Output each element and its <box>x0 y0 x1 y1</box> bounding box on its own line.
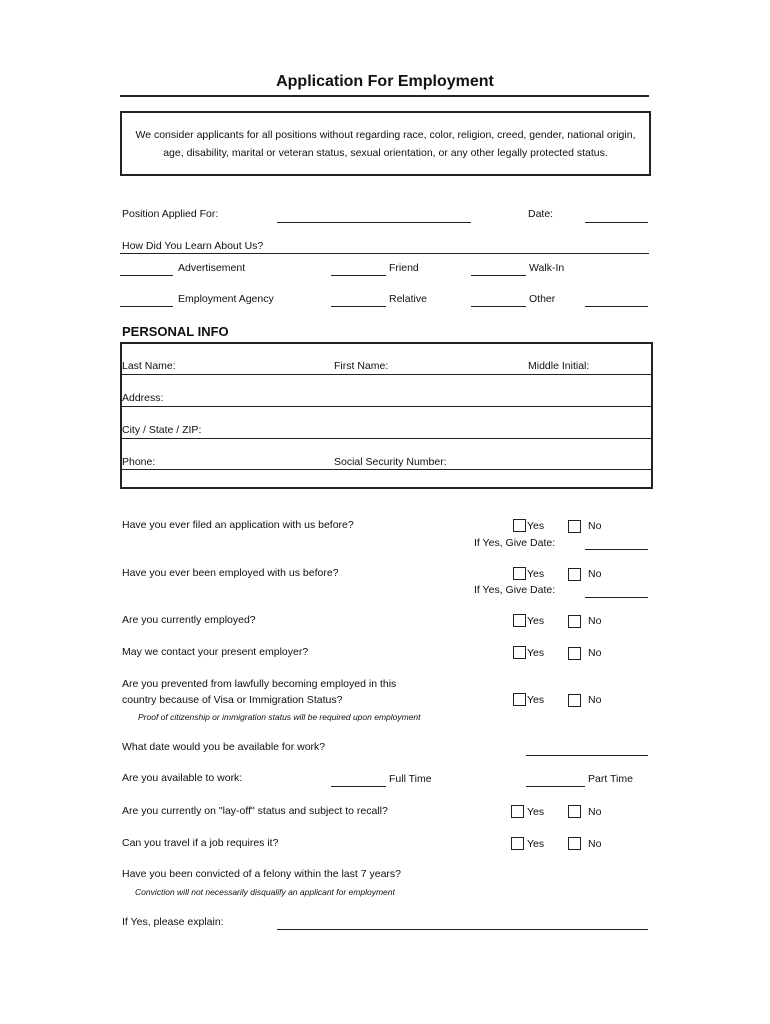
question-lay-off: Are you currently on "lay-off" status and subject to recall? <box>122 805 388 817</box>
no-label: No <box>588 694 602 706</box>
relative-line <box>331 306 386 307</box>
phone-label: Phone: <box>122 456 156 468</box>
if-yes-date-label: If Yes, Give Date: <box>474 584 556 596</box>
row-divider <box>122 438 651 439</box>
friend-input[interactable] <box>331 261 386 275</box>
question-visa-line-1: Are you prevented from lawfully becoming employed in this <box>122 678 397 690</box>
relative-input[interactable] <box>331 292 386 306</box>
question-filed-before: Have you ever filed an application with us before? <box>122 519 354 531</box>
option-other: Other <box>529 293 556 305</box>
friend-line <box>331 275 386 276</box>
agency-line <box>120 306 173 307</box>
first-name-input[interactable] <box>395 358 523 372</box>
first-name-label: First Name: <box>334 360 389 372</box>
felony-note: Conviction will not necessarily disqualify an applicant for employment <box>135 887 395 897</box>
equal-opportunity-notice <box>120 111 651 176</box>
no-label: No <box>588 647 602 659</box>
address-input[interactable] <box>170 390 645 404</box>
explain-input[interactable] <box>277 914 648 928</box>
other-line <box>471 306 526 307</box>
position-input[interactable] <box>277 207 471 221</box>
option-employment-agency: Employment Agency <box>178 293 274 305</box>
date-label: Date: <box>528 208 554 220</box>
yes-label: Yes <box>527 838 545 850</box>
no-label: No <box>588 520 602 532</box>
learn-label: How Did You Learn About Us? <box>122 240 264 252</box>
option-relative: Relative <box>389 293 427 305</box>
visa-yes-checkbox[interactable] <box>513 693 526 706</box>
last-name-input[interactable] <box>180 358 330 372</box>
option-walk-in: Walk-In <box>529 262 565 274</box>
question-employed-before: Have you ever been employed with us before? <box>122 567 339 579</box>
other-input[interactable] <box>471 292 526 306</box>
no-label: No <box>588 615 602 627</box>
question-visa-line-2: country because of Visa or Immigration Status? <box>122 694 343 706</box>
position-label: Position Applied For: <box>122 208 219 220</box>
address-label: Address: <box>122 392 164 404</box>
question-available-to-work: Are you available to work: <box>122 772 243 784</box>
question-contact-employer: May we contact your present employer? <box>122 646 309 658</box>
full-time-label: Full Time <box>389 773 432 785</box>
yes-label: Yes <box>527 806 545 818</box>
filed-date-line <box>585 549 648 550</box>
option-friend: Friend <box>389 262 419 274</box>
explain-line <box>277 929 648 930</box>
other-detail-line <box>585 306 648 307</box>
question-travel: Can you travel if a job requires it? <box>122 837 279 849</box>
notice-line-2: age, disability, marital or veteran status, sexual orientation, or any other legally protected status. <box>163 147 608 159</box>
employed-before-no-checkbox[interactable] <box>568 568 581 581</box>
other-detail-input[interactable] <box>585 292 648 306</box>
question-felony: Have you been convicted of a felony within the last 7 years? <box>122 868 401 880</box>
yes-label: Yes <box>527 568 545 580</box>
contact-employer-no-checkbox[interactable] <box>568 647 581 660</box>
filed-before-yes-checkbox[interactable] <box>513 519 526 532</box>
available-date-input[interactable] <box>526 740 648 754</box>
last-name-label: Last Name: <box>122 360 176 372</box>
visa-note: Proof of citizenship or immigration status will be required upon employment <box>138 712 421 722</box>
ssn-label: Social Security Number: <box>334 456 447 468</box>
part-time-line <box>526 786 585 787</box>
agency-input[interactable] <box>120 292 173 306</box>
yes-label: Yes <box>527 615 545 627</box>
currently-employed-yes-checkbox[interactable] <box>513 614 526 627</box>
title-underline <box>120 95 649 97</box>
lay-off-no-checkbox[interactable] <box>568 805 581 818</box>
employed-before-yes-checkbox[interactable] <box>513 567 526 580</box>
question-available-date: What date would you be available for work? <box>122 741 326 753</box>
available-date-line <box>526 755 648 756</box>
no-label: No <box>588 806 602 818</box>
notice-line-1: We consider applicants for all positions without regarding race, color, religion, creed, gender, national origin, <box>135 129 636 141</box>
ssn-input[interactable] <box>455 454 645 468</box>
filed-before-no-checkbox[interactable] <box>568 520 581 533</box>
learn-rule <box>120 253 649 254</box>
yes-label: Yes <box>527 520 545 532</box>
row-divider <box>122 374 651 375</box>
no-label: No <box>588 568 602 580</box>
date-input[interactable] <box>585 207 648 221</box>
part-time-input[interactable] <box>526 772 585 786</box>
city-state-zip-input[interactable] <box>210 422 645 436</box>
city-state-zip-label: City / State / ZIP: <box>122 424 202 436</box>
full-time-input[interactable] <box>331 772 386 786</box>
yes-label: Yes <box>527 647 545 659</box>
walk-in-line <box>471 275 526 276</box>
full-time-line <box>331 786 386 787</box>
currently-employed-no-checkbox[interactable] <box>568 615 581 628</box>
row-divider <box>122 406 651 407</box>
phone-input[interactable] <box>160 454 330 468</box>
filed-date-input[interactable] <box>585 535 648 549</box>
employed-date-line <box>585 597 648 598</box>
explain-label: If Yes, please explain: <box>122 916 224 928</box>
contact-employer-yes-checkbox[interactable] <box>513 646 526 659</box>
middle-initial-input[interactable] <box>600 358 645 372</box>
no-label: No <box>588 838 602 850</box>
page-title: Application For Employment <box>276 73 494 90</box>
advertisement-line <box>120 275 173 276</box>
row-divider <box>122 469 651 470</box>
visa-no-checkbox[interactable] <box>568 694 581 707</box>
employed-date-input[interactable] <box>585 582 648 596</box>
if-yes-date-label: If Yes, Give Date: <box>474 537 556 549</box>
option-advertisement: Advertisement <box>178 262 246 274</box>
middle-initial-label: Middle Initial: <box>528 360 590 372</box>
date-line <box>585 222 648 223</box>
personal-info-heading: PERSONAL INFO <box>122 324 229 339</box>
yes-label: Yes <box>527 694 545 706</box>
lay-off-yes-checkbox[interactable] <box>511 805 524 818</box>
travel-no-checkbox[interactable] <box>568 837 581 850</box>
part-time-label: Part Time <box>588 773 633 785</box>
travel-yes-checkbox[interactable] <box>511 837 524 850</box>
walk-in-input[interactable] <box>471 261 526 275</box>
question-currently-employed: Are you currently employed? <box>122 614 256 626</box>
advertisement-input[interactable] <box>120 261 173 275</box>
position-line <box>277 222 471 223</box>
